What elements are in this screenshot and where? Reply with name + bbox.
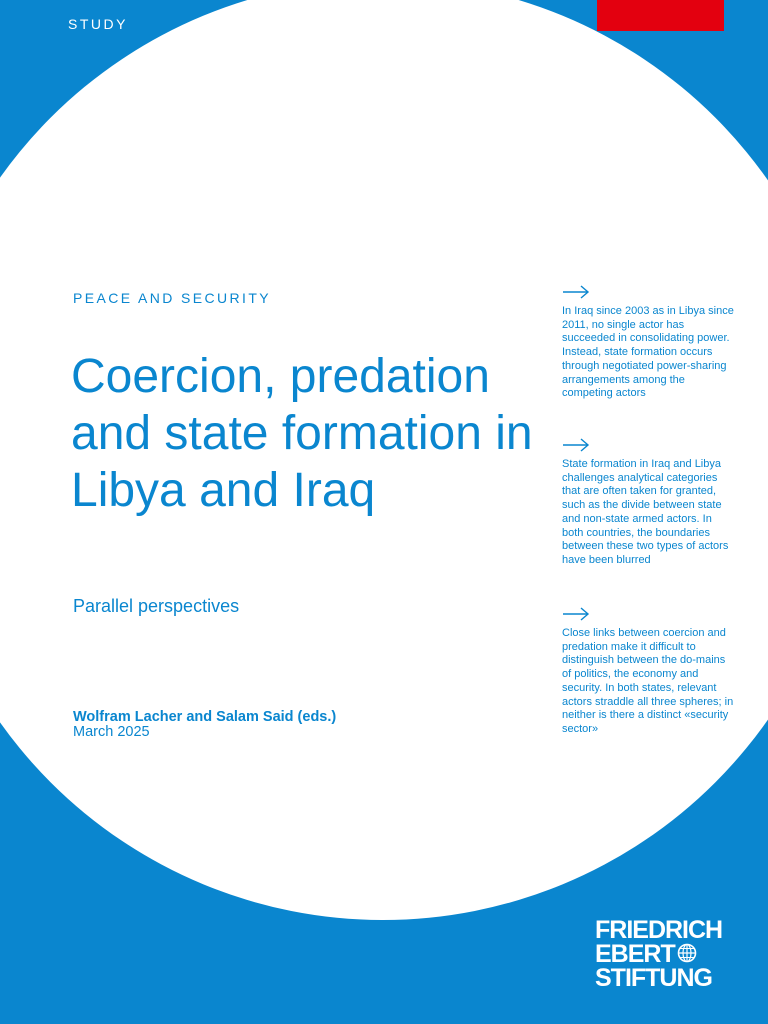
editors: Wolfram Lacher and Salam Said (eds.) bbox=[73, 709, 337, 725]
arrow-right-icon bbox=[562, 438, 590, 452]
logo-line-2 bbox=[595, 942, 722, 966]
red-accent-tab bbox=[597, 0, 724, 31]
key-point-3 bbox=[562, 607, 734, 737]
globe-icon bbox=[677, 943, 697, 963]
key-point-text: Close links between coercion and predation make it difficult to distinguish between the do-mains of politics, the economy and security. In both states, relevant actors straddle all three spheres; in neither is there a distinct «security sector» bbox=[562, 627, 734, 735]
series-label: PEACE AND SECURITY bbox=[73, 290, 272, 306]
publication-date: March 2025 bbox=[73, 724, 150, 740]
cover-title: Coercion, predation and state formation in Libya and Iraq bbox=[71, 350, 533, 517]
arrow-right-icon bbox=[562, 285, 590, 299]
key-point-1 bbox=[562, 285, 734, 401]
logo-line-1: FRIEDRICH bbox=[595, 916, 723, 944]
cover-subtitle: Parallel perspectives bbox=[73, 596, 240, 616]
fes-logo bbox=[595, 918, 722, 990]
key-point-2 bbox=[562, 438, 734, 568]
key-point-text: In Iraq since 2003 as in Libya since 2011, no single actor has succeeded in consolidating power. Instead, state formation occurs through negotiated power-sharing arrangements among the competing actors bbox=[562, 305, 734, 400]
category-label: STUDY bbox=[68, 16, 128, 32]
key-point-text: State formation in Iraq and Libya challenges analytical categories that are often taken for granted, such as the divide between state and non-state armed actors. In both countries, the boundaries between these two types of actors have been blurred bbox=[562, 458, 729, 566]
arrow-right-icon bbox=[562, 607, 590, 621]
logo-line-3: STIFTUNG bbox=[595, 964, 712, 992]
logo-line-2-text: EBERT bbox=[595, 940, 675, 968]
